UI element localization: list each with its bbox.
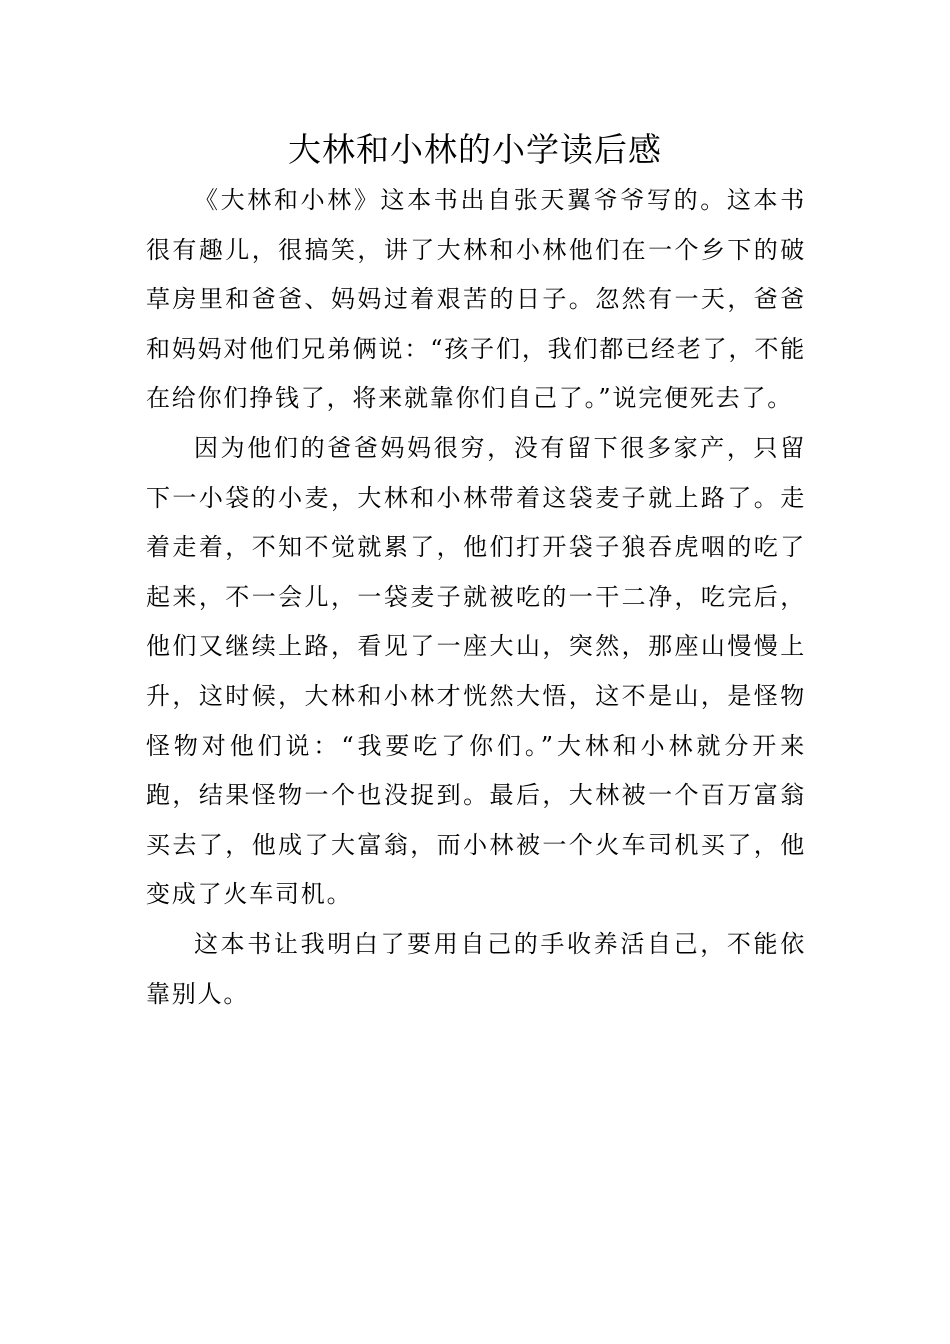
document-body [146,176,806,1019]
paragraph-2: 因为他们的爸爸妈妈很穷，没有留下很多家产，只留下一小袋的小麦，大林和小林带着这袋麦子就上路了。走着走着，不知不觉就累了，他们打开袋子狼吞虎咽的吃了起来，不一会儿，一袋麦子就被吃的一干二净，吃完后，他们又继续上路，看见了一座大山，突然，那座山慢慢上升，这时候，大林和小林才恍然大悟，这不是山，是怪物怪物对他们说：“我要吃了你们。”大林和小林就分开来跑，结果怪物一个也没捉到。最后，大林被一个百万富翁买去了，他成了大富翁，而小林被一个火车司机买了，他变成了火车司机。 [146,433,806,909]
paragraph-3: 这本书让我明白了要用自己的手收养活自己，不能依靠别人。 [146,929,806,1008]
document-title: 大林和小林的小学读后感 [288,130,662,169]
paragraph-1: 《大林和小林》这本书出自张天翼爷爷写的。这本书很有趣儿，很搞笑，讲了大林和小林他们在一个乡下的破草房里和爸爸、妈妈过着艰苦的日子。忽然有一天，爸爸和妈妈对他们兄弟俩说：“孩子们，我们都已经老了，不能在给你们挣钱了，将来就靠你们自己了。”说完便死去了。 [146,186,806,413]
